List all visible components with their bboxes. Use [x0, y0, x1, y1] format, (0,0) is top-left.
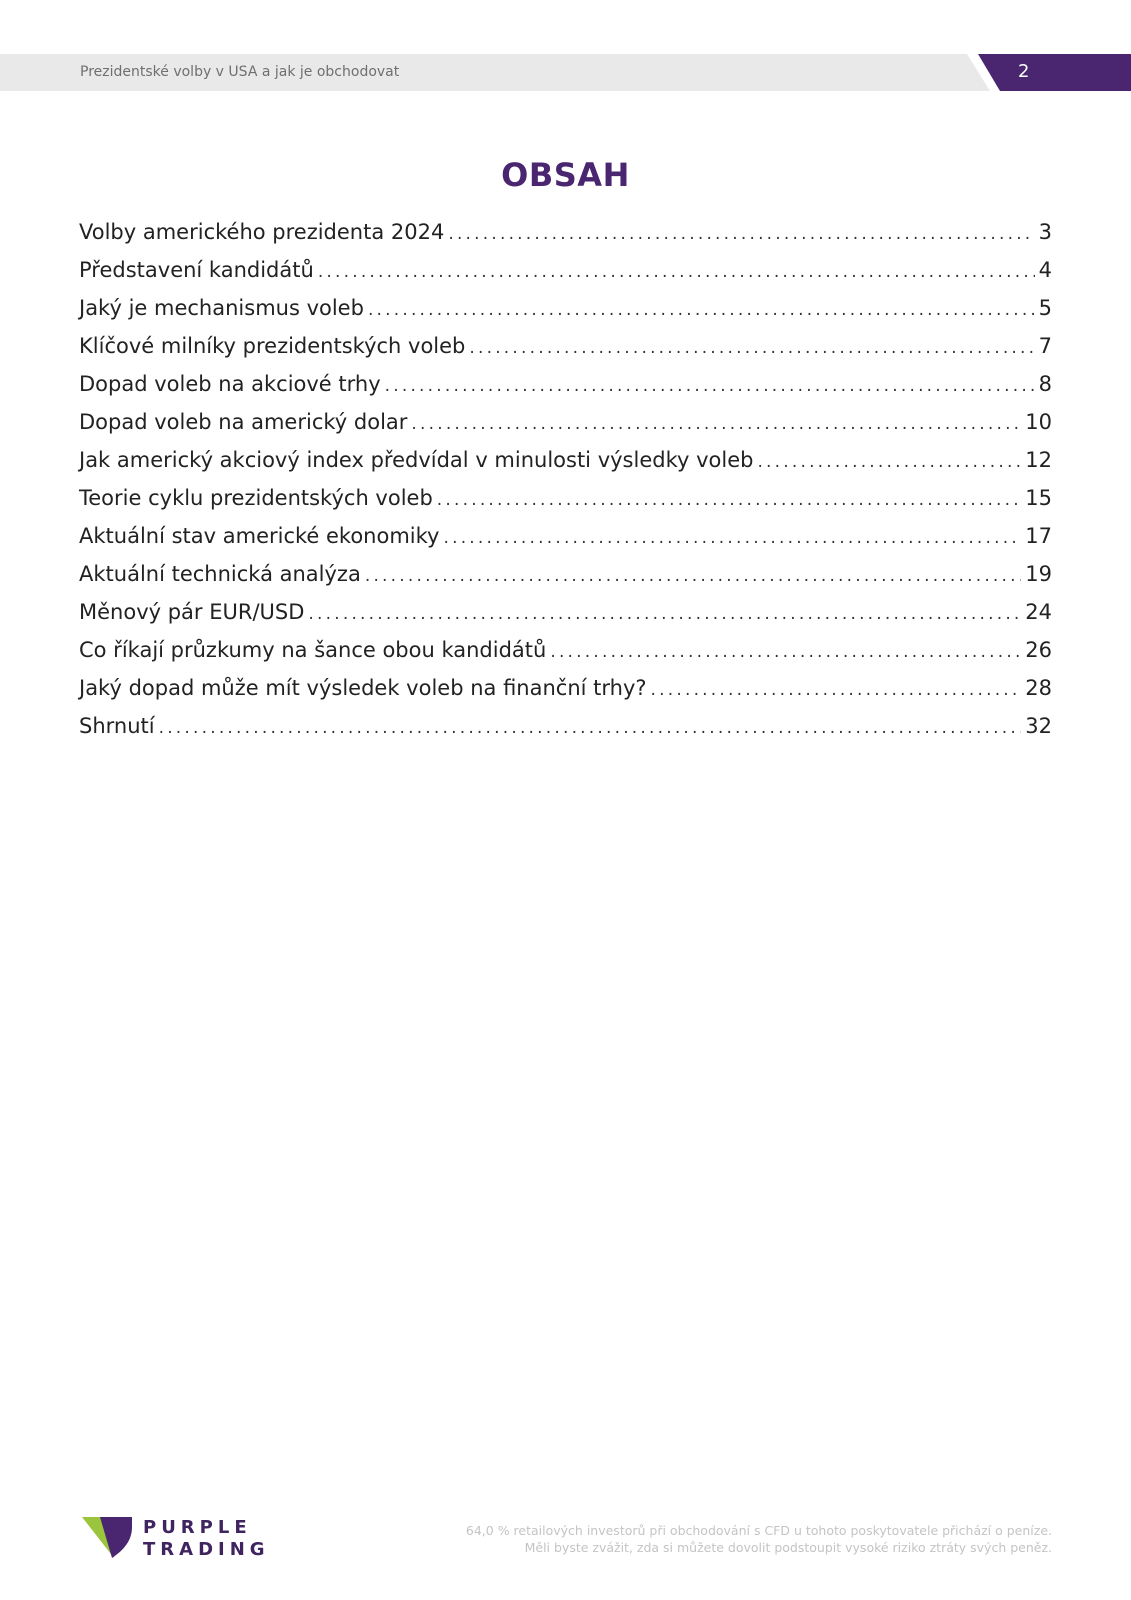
dot-leader	[318, 262, 1035, 282]
toc-entry-label: Měnový pár EUR/USD	[79, 600, 305, 624]
toc-entry[interactable]	[79, 714, 1052, 752]
toc-entry[interactable]	[79, 638, 1052, 676]
toc-entry-label: Aktuální stav americké ekonomiky	[79, 524, 440, 548]
toc-entry-page: 8	[1038, 372, 1052, 396]
brand-name-line2: TRADING	[143, 1539, 270, 1560]
toc-entry-label: Klíčové milníky prezidentských voleb	[79, 334, 466, 358]
toc-entry-label: Teorie cyklu prezidentských voleb	[79, 486, 433, 510]
dot-leader	[368, 300, 1035, 320]
toc-entry-label: Představení kandidátů	[79, 258, 314, 282]
toc-entry-label: Co říkají průzkumy na šance obou kandidátů	[79, 638, 547, 662]
toc-entry-label: Jak americký akciový index předvídal v minulosti výsledky voleb	[79, 448, 754, 472]
toc-entry[interactable]	[79, 562, 1052, 600]
disclaimer-line2: Měli byste zvážit, zda si můžete dovolit podstoupit vysoké riziko ztráty svých peněz.	[524, 1540, 1052, 1555]
toc-entry-page: 19	[1025, 562, 1052, 586]
dot-leader	[550, 642, 1021, 662]
toc-entry[interactable]	[79, 524, 1052, 562]
table-of-contents	[79, 220, 1052, 752]
dot-leader	[757, 452, 1021, 472]
dot-leader	[651, 680, 1022, 700]
dot-leader	[308, 604, 1021, 624]
toc-entry-label: Aktuální technická analýza	[79, 562, 361, 586]
toc-entry[interactable]	[79, 448, 1052, 486]
toc-entry-label: Dopad voleb na akciové trhy	[79, 372, 381, 396]
page-number-tab	[978, 54, 1131, 91]
toc-entry-label: Dopad voleb na americký dolar	[79, 410, 408, 434]
toc-entry[interactable]	[79, 486, 1052, 524]
toc-entry[interactable]	[79, 258, 1052, 296]
toc-entry[interactable]	[79, 600, 1052, 638]
toc-heading: OBSAH	[501, 156, 630, 194]
dot-leader	[411, 414, 1021, 434]
toc-entry[interactable]	[79, 676, 1052, 714]
disclaimer-line1: 64,0 % retailových investorů při obchodování s CFD u tohoto poskytovatele přichází o peníze.	[465, 1523, 1052, 1538]
dot-leader	[448, 224, 1034, 244]
toc-entry-page: 17	[1025, 524, 1052, 548]
dot-leader	[159, 718, 1022, 738]
toc-entry-page: 3	[1038, 220, 1052, 244]
toc-entry-page: 5	[1038, 296, 1052, 320]
dot-leader	[385, 376, 1035, 396]
toc-entry[interactable]	[79, 372, 1052, 410]
toc-entry-page: 7	[1038, 334, 1052, 358]
risk-disclaimer	[412, 1522, 1052, 1556]
purple-trading-logo-icon	[82, 1516, 132, 1560]
toc-entry-page: 15	[1025, 486, 1052, 510]
toc-entry[interactable]	[79, 410, 1052, 448]
brand-name-line1: PURPLE	[143, 1517, 252, 1538]
toc-entry-label: Jaký je mechanismus voleb	[79, 296, 364, 320]
toc-entry-page: 24	[1025, 600, 1052, 624]
toc-entry-page: 32	[1025, 714, 1052, 738]
toc-entry-label: Volby amerického prezidenta 2024	[79, 220, 445, 244]
toc-entry[interactable]	[79, 296, 1052, 334]
toc-entry-page: 26	[1025, 638, 1052, 662]
toc-entry-page: 12	[1025, 448, 1052, 472]
dot-leader	[437, 490, 1021, 510]
toc-entry-label: Shrnutí	[79, 714, 155, 738]
dot-leader	[365, 566, 1021, 586]
toc-entry-page: 4	[1038, 258, 1052, 282]
toc-entry[interactable]	[79, 220, 1052, 258]
toc-entry-page: 10	[1025, 410, 1052, 434]
toc-entry-label: Jaký dopad může mít výsledek voleb na finanční trhy?	[79, 676, 647, 700]
document-title: Prezidentské volby v USA a jak je obchodovat	[80, 64, 400, 80]
toc-entry-page: 28	[1025, 676, 1052, 700]
toc-entry[interactable]	[79, 334, 1052, 372]
dot-leader	[443, 528, 1021, 548]
dot-leader	[469, 338, 1034, 358]
brand-name	[143, 1517, 270, 1561]
page-number: 2	[1018, 61, 1030, 82]
